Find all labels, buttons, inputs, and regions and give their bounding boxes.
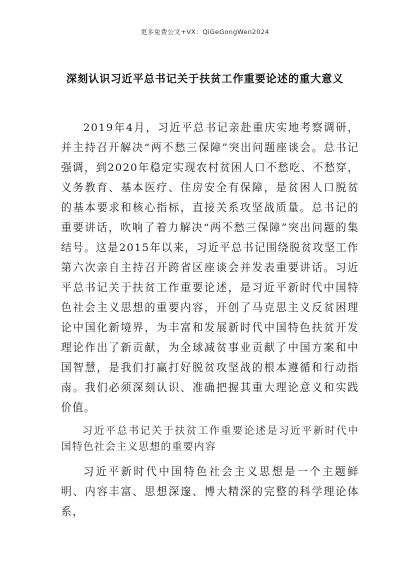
document-body — [61, 118, 359, 522]
section-heading: 习近平总书记关于扶贫工作重要论述是习近平新时代中国特色社会主义思想的重要内容 — [61, 426, 359, 453]
body-paragraph: 2019年4月，习近平总书记亲赴重庆实地考察调研，并主持召开解决“两不愁三保障”突出问题座谈会。总书记强调，到2020年稳定实现农村贫困人口不愁吃、不愁穿，义务教育、基本医疗、住房安全有保障，是贫困人口脱贫的基本要求和核心指标，直接关系攻坚战质量。总书记的重要讲话，吹响了着力解决“两不愁三保障”突出问题的集结号。这是2015年以来，习近平总书记围绕脱贫攻坚工作第六次亲自主持召开跨省区座谈会并发表重要讲话。习近平总书记关于扶贫工作重要论述，是习近平新时代中国特色社会主义思想的重要内容，开创了马克思主义反贫困理论中国化新境界，为丰富和发展新时代中国特色扶贫开发理论作出了新贡献，为全球减贫事业贡献了中国方案和中国智慧，是我们打赢打好脱贫攻坚战的根本遵循和行动指南。我们必须深刻认识、准确把握其重大理论意义和实践价值。 — [61, 122, 359, 414]
body-paragraph: 习近平新时代中国特色社会主义思想是一个主题鲜明、内容丰富、思想深邃、博大精深的完整的科学理论体系， — [61, 466, 359, 518]
document-title: 深刻认识习近平总书记关于扶贫工作重要论述的重大意义 — [66, 73, 344, 85]
header-note: 更多免费公文+VX：QiGeGongWen2024 — [140, 28, 270, 36]
